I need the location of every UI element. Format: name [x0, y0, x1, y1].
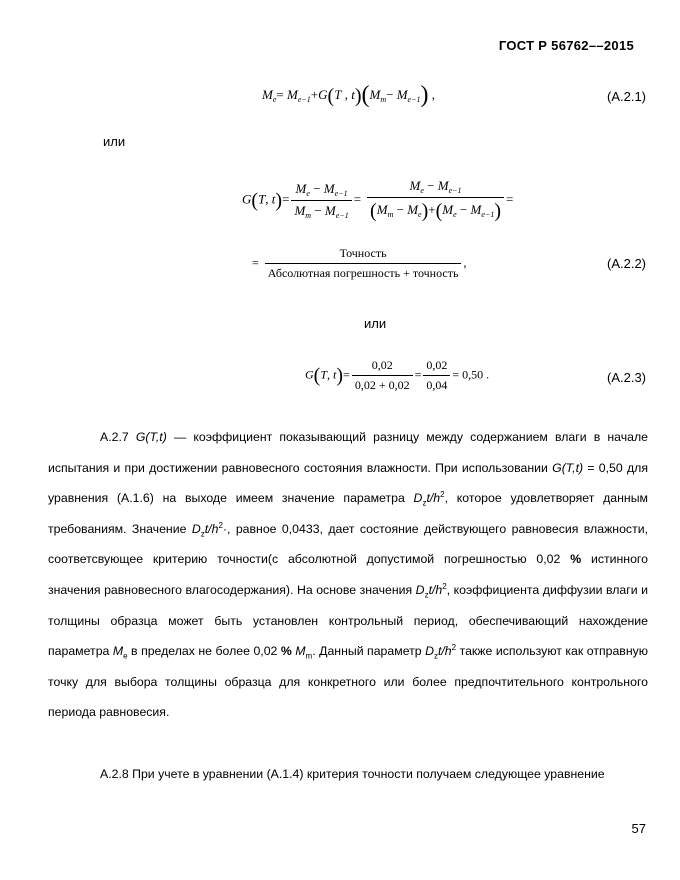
- a23-numerator-2: 0,02: [426, 358, 448, 372]
- connector-or-2: или: [364, 316, 387, 331]
- a22-word-numerator: Точность: [339, 246, 387, 260]
- document-header: ГОСТ Р 56762––2015: [498, 38, 634, 53]
- paragraph-a27: А.2.7 G(T,t) — коэффициент показывающий разницу между содержанием влаги в начале испытания и при достижении равновесного состояния влажности. При использовании G(T,t) = 0,50 для уравнения (А.1.6) на выходе имеем значение параметра $D_zt/h^2$, которое удовлетворяет данным требованиям. Значение $D_zt/h^2\cdot$, равное 0,0433, дает состояние действующего равновесия влажности, соответсвующее критерию точности(с абсолютной допустимой погрешностью 0,02 % истинного значения равновесного влагосодержания). На основе значения $D_zt/h^2$, коэффициента диффузии влаги и толщины образца может быть установлен контрольный период, обеспечивающий нахождение параметра $M_e$ в пределах не более 0,02 % $M_m$. Данный параметр $D_zt/h^2$ также используют как отправную точку для выбора толщины образца для конкретного или более предпочтительного контрольного периода равновесия.: [48, 430, 649, 720]
- a23-denominator-2: 0,04: [423, 375, 450, 393]
- equation-number-a22: (А.2.2): [606, 256, 646, 271]
- equation-number-a21: (А.2.1): [606, 89, 646, 104]
- paragraph-a28: А.2.8 При учете в уравнении (А.1.4) критерия точности получаем следующее уравнение: [100, 767, 605, 781]
- a23-numerator-1: 0,02: [371, 358, 393, 372]
- equation-a21: $M_e= M_{e-1}+G(T$ , $t)(M_m- M_{e-1})$ ,: [262, 82, 435, 108]
- a22-word-denominator: Абсолютная погрешность + точность: [265, 263, 462, 281]
- equation-a22-line2: = $\frac{\text{Точность}}{\text{Абсолютная погрешность + точность}}$ ,: [252, 246, 467, 280]
- a23-denominator-1: 0,02 + 0,02: [352, 375, 413, 393]
- a23-result: 0,50: [462, 367, 484, 382]
- page-number: 57: [631, 821, 646, 836]
- connector-or-1: или: [103, 134, 126, 149]
- equation-a23: G(T, t)= $\frac{0,02}{0,02 + 0,02}$ = $\frac{0,02}{0,04}$ = 0,50 .: [305, 358, 490, 392]
- equation-a22-line1: G(T, t)= $\frac{M_e - M_{e-1}}{M_m - M_{e-1}}$ = $\frac{M_e - M_{e-1}}{(M_m - M_e)+(M_e - M_{e-1})}$ =: [242, 178, 514, 222]
- equation-number-a23: (А.2.3): [606, 370, 646, 385]
